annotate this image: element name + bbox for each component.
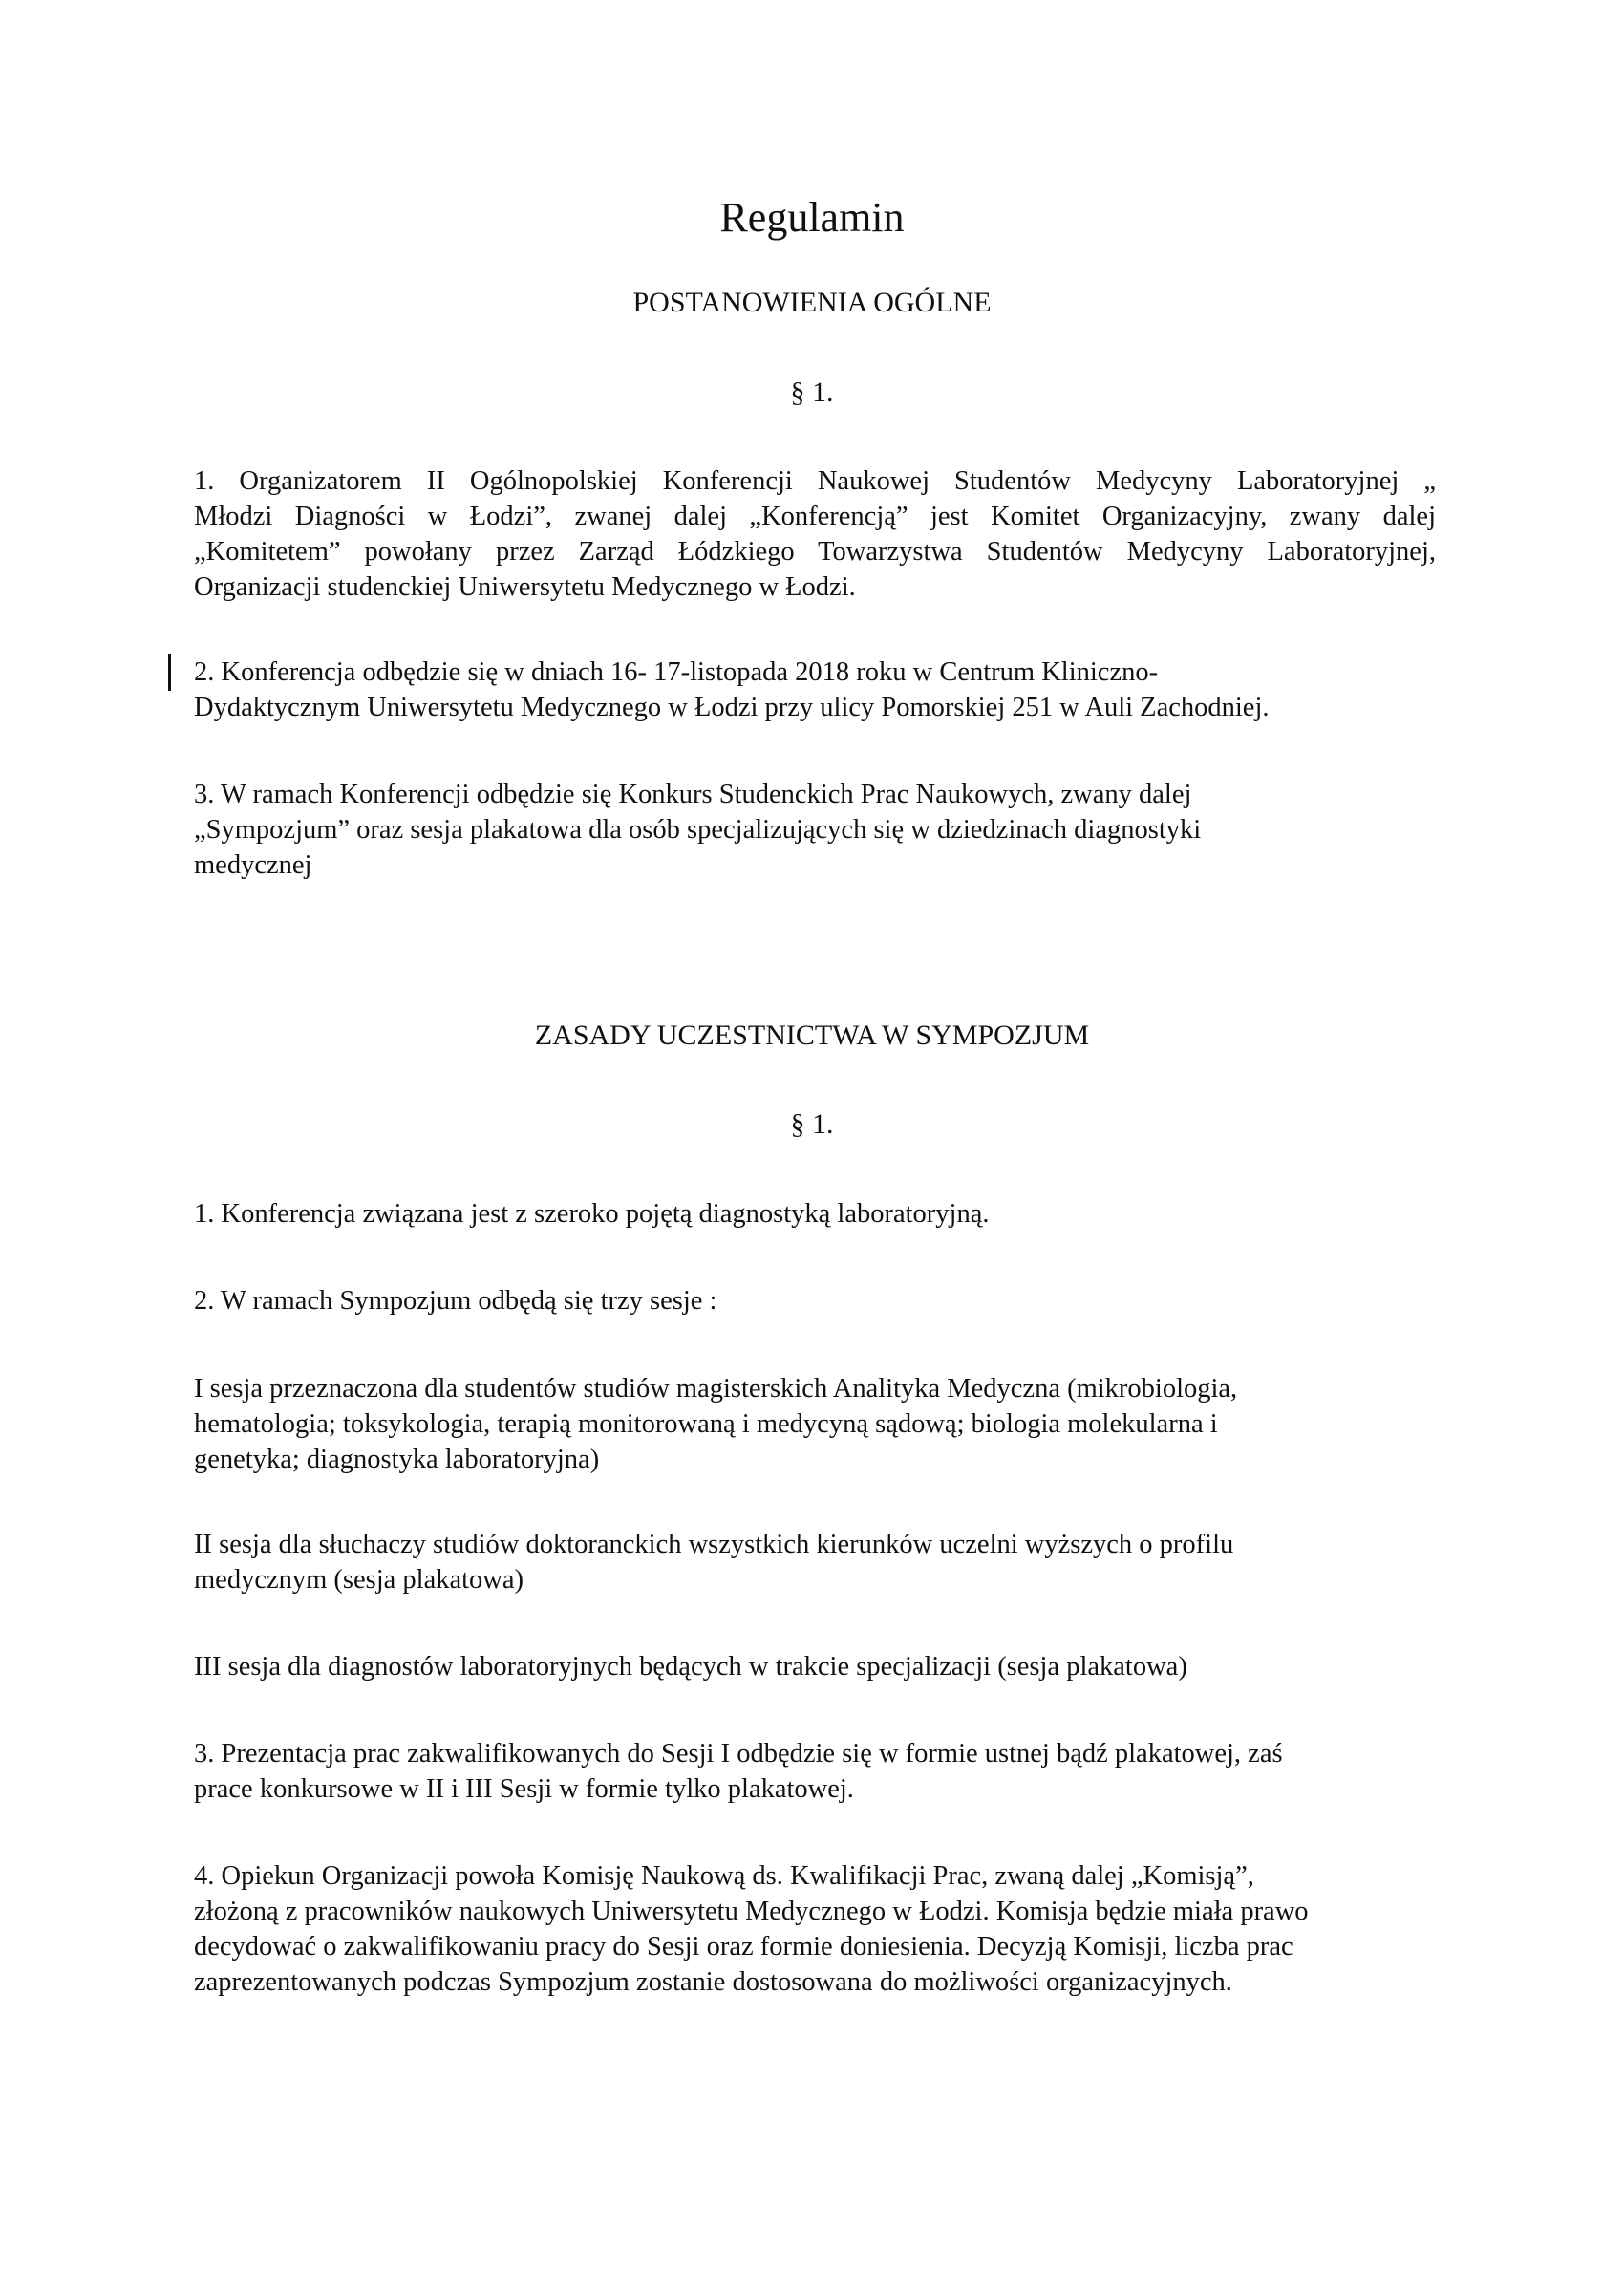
text-line: III sesja dla diagnostów laboratoryjnych będących w trakcie specjalizacji (sesja plakatowa) (194, 1652, 1187, 1682)
text-line: I sesja przeznaczona dla studentów studiów magisterskich Analityka Medyczna (mikrobiologia, (194, 1374, 1238, 1404)
text-line: 3. W ramach Konferencji odbędzie się Konkurs Studenckich Prac Naukowych, zwany dalej (194, 780, 1192, 809)
section-heading-general-provisions: POSTANOWIENIA OGÓLNE (632, 287, 992, 318)
rule-item-2 (194, 1283, 1436, 1319)
text-line: zaprezentowanych podczas Sympozjum zostanie dostosowana do możliwości organizacyjnych. (194, 1967, 1232, 1997)
text-line: 2. Konferencja odbędzie się w dniach 16- 17-listopada 2018 roku w Centrum Kliniczno- (194, 657, 1159, 687)
text-line: decydować o zakwalifikowaniu pracy do Sesji oraz formie doniesienia. Decyzją Komisji, liczba prac (194, 1932, 1293, 1962)
paragraph-mark: § 1. (790, 1108, 834, 1140)
text-line: „Sympozjum” oraz sesja plakatowa dla osób specjalizujących się w dziedzinach diagnostyki (194, 815, 1202, 845)
text-line: hematologia; toksykologia, terapią monitorowaną i medycyną sądową; biologia molekularna i (194, 1409, 1218, 1439)
text-line: 1. Organizatorem II Ogólnopolskiej Konferencji Naukowej Studentów Medycyny Laboratoryjnej „ (194, 466, 1436, 496)
document-title: Regulamin (719, 194, 905, 241)
text-line: II sesja dla słuchaczy studiów doktoranckich wszystkich kierunków uczelni wyższych o profilu (194, 1530, 1234, 1559)
provision-item-3 (194, 777, 1436, 883)
section-heading-participation-rules: ZASADY UCZESTNICTWA W SYMPOZJUM (534, 1019, 1090, 1051)
text-line: 2. W ramach Sympozjum odbędą się trzy sesje : (194, 1286, 717, 1316)
provision-item-2 (194, 654, 1436, 725)
text-line: Młodzi Diagności w Łodzi”, zwanej dalej „Konferencją” jest Komitet Organizacyjny, zwany dalej (194, 502, 1436, 531)
text-line: 4. Opiekun Organizacji powoła Komisję Naukową ds. Kwalifikacji Prac, zwaną dalej „Komisją”, (194, 1861, 1254, 1891)
session-2-description (194, 1527, 1436, 1598)
text-line: medycznym (sesja plakatowa) (194, 1565, 524, 1595)
text-cursor (168, 654, 171, 691)
paragraph-mark: § 1. (790, 376, 834, 408)
text-line: 3. Prezentacja prac zakwalifikowanych do Sesji I odbędzie się w formie ustnej bądź plakatowej, zaś (194, 1739, 1283, 1769)
session-1-description (194, 1371, 1436, 1477)
rule-item-3 (194, 1736, 1436, 1807)
provision-item-1 (194, 463, 1436, 605)
rule-item-4 (194, 1858, 1436, 2000)
text-line: medycznej (194, 850, 312, 880)
text-line: Organizacji studenckiej Uniwersytetu Medycznego w Łodzi. (194, 572, 856, 602)
text-line: Dydaktycznym Uniwersytetu Medycznego w Łodzi przy ulicy Pomorskiej 251 w Auli Zachodniej. (194, 693, 1270, 722)
session-3-description (194, 1649, 1436, 1684)
text-line: genetyka; diagnostyka laboratoryjna) (194, 1445, 600, 1474)
text-line: prace konkursowe w II i III Sesji w formie tylko plakatowej. (194, 1774, 854, 1804)
text-line: złożoną z pracowników naukowych Uniwersytetu Medycznego w Łodzi. Komisja będzie miała prawo (194, 1897, 1309, 1926)
text-line: 1. Konferencja związana jest z szeroko pojętą diagnostyką laboratoryjną. (194, 1199, 990, 1229)
rule-item-1 (194, 1196, 1436, 1232)
text-line: „Komitetem” powołany przez Zarząd Łódzkiego Towarzystwa Studentów Medycyny Laboratoryjnej, (194, 537, 1436, 567)
